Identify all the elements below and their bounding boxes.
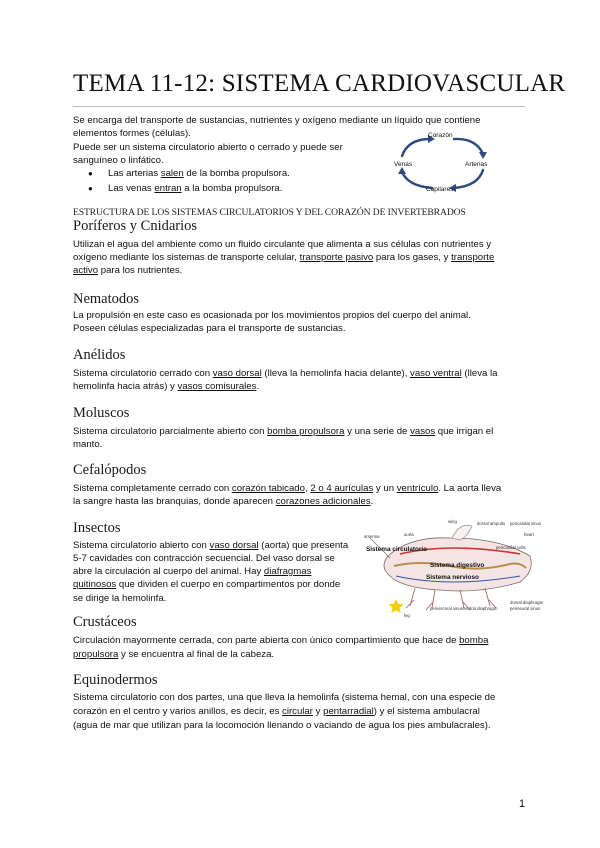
insectos-line-5: se dirige la hemolinfa. [73, 593, 167, 604]
heading-anelidos: Anélidos [73, 347, 126, 363]
heading-insectos: Insectos [73, 520, 121, 536]
label-dorsal-diaphragm: dorsal diaphragm [510, 600, 544, 605]
bullet-arterias: ● Las arterias salen de la bomba propulsora. [88, 166, 290, 181]
arrow-bottom-right [454, 170, 483, 188]
arrow-top-right [454, 139, 483, 154]
title-divider [73, 106, 525, 107]
insectos-line-2: 5-7 cavidades con contracción secuencial. Del vaso dorsal se [73, 553, 335, 564]
poriferos-line-3: activo para los nutrientes. [73, 265, 183, 276]
label-wing: wing [448, 519, 457, 524]
section-heading: ESTRUCTURA DE LOS SISTEMAS CIRCULATORIOS Y DEL CORAZÓN DE INVERTEBRADOS [73, 207, 466, 218]
arrowhead-1 [479, 152, 487, 159]
star-icon [388, 599, 403, 613]
label-sistema-nervioso: Sistema nervioso [426, 574, 479, 581]
label-perineural-sinus: perineural sinus [510, 606, 541, 611]
cycle-label-right: Arterias [465, 161, 488, 168]
equinodermos-line-3: (agua de mar que utilizan para la locomoción llenando o vaciando de agua los pies ambulacrales). [73, 720, 491, 731]
label-antenna: antenna [364, 534, 380, 539]
heading-poriferos: Poríferos y Cnidarios [73, 218, 198, 234]
insectos-line-4: quitinosos que dividen el cuerpo en compartimentos por donde [73, 579, 341, 590]
poriferos-line-2: oxígeno mediante los sistemas de transporte celular, transporte pasivo para los gases, y transporte [73, 252, 495, 263]
bullet-venas: ● Las venas entran a la bomba propulsora. [88, 181, 290, 196]
label-pericardial-sinus: pericardial sinus [510, 521, 542, 526]
arrow-top-left [402, 139, 430, 156]
crustaceos-line-2: propulsora y se encuentra al final de la cabeza. [73, 649, 275, 660]
anelidos-line-1: Sistema circulatorio cerrado con vaso dorsal (lleva la hemolinfa hacia delante), vaso ventral (lleva la [73, 368, 498, 379]
cycle-label-bottom: Capilares [426, 186, 454, 193]
insect-leg-4 [485, 588, 496, 608]
label-dorsal-ampulla: dorsal ampulla [477, 521, 505, 526]
heading-cefalopodos: Cefalópodos [73, 462, 147, 478]
insect-leg-1 [406, 588, 415, 608]
insect-anatomy-figure [360, 516, 544, 618]
page-number: 1 [519, 798, 526, 810]
label-pericardial-cells: pericardial cells [496, 545, 526, 550]
label-heart: heart [524, 532, 534, 537]
heading-crustaceos: Crustáceos [73, 614, 137, 630]
cefalopodos-line-2: la sangre hasta las branquias, donde aparecen corazones adicionales. [73, 496, 374, 507]
circulation-cycle-diagram [388, 130, 498, 198]
moluscos-line-2: manto. [73, 439, 103, 450]
intro-bullets [88, 166, 290, 196]
equinodermos-line-2: corazón en el centro y varios anillos, es decir, es circular y pentarradial) y el sistema ambulacral [73, 706, 480, 717]
label-leg: leg [404, 613, 410, 618]
heading-moluscos: Moluscos [73, 405, 130, 421]
label-perivisceral-sinus: perivisceral sinus [430, 606, 463, 611]
label-ventral-diaphragm: ventral diaphragm [463, 606, 498, 611]
arrowhead-3 [398, 167, 406, 174]
page-title: TEMA 11-12: SISTEMA CARDIOVASCULAR [73, 70, 566, 97]
equinodermos-line-1: Sistema circulatorio con dos partes, una que lleva la hemolinfa (sistema hemal, con una especie de [73, 692, 496, 703]
anelidos-line-2: hemolinfa hacia atrás) y vasos comisurales. [73, 381, 260, 392]
intro-line-1: Se encarga del transporte de sustancias, nutrientes y oxígeno mediante un líquido que contiene [73, 115, 481, 126]
intro-line-2: elementos formes (células). [73, 128, 191, 139]
heading-equinodermos: Equinodermos [73, 672, 158, 688]
heading-nematodos: Nematodos [73, 291, 140, 307]
cycle-label-top: Corazón [428, 132, 453, 139]
nematodos-line-2: Poseen células especializadas para el transporte de sustancias. [73, 323, 346, 334]
insect-wing [452, 525, 472, 540]
insectos-line-3: abre la circulación al cuerpo del animal. Hay diafragmas [73, 566, 312, 577]
intro-line-4: sanguíneo o linfático. [73, 155, 164, 166]
crustaceos-line-1: Circulación mayormente cerrada, con parte abierta con único compartimiento que hace de bomba [73, 635, 489, 646]
cefalopodos-line-1: Sistema completamente cerrado con corazón tabicado, 2 o 4 aurículas y un ventrículo. La aorta lleva [73, 483, 502, 494]
insectos-line-1: Sistema circulatorio abierto con vaso dorsal (aorta) que presenta [73, 540, 349, 551]
label-aorta: aorta [404, 532, 414, 537]
poriferos-line-1: Utilizan el agua del ambiente como un fluido circulante que alimenta a sus células con nutrientes y [73, 239, 492, 250]
cycle-label-left: Venas [394, 161, 413, 168]
label-sistema-digestivo: Sistema digestivo [430, 562, 485, 569]
label-sistema-circulatorio: Sistema circulatorio [366, 546, 428, 553]
intro-line-3: Puede ser un sistema circulatorio abierto o cerrado y puede ser [73, 142, 343, 153]
nematodos-line-1: La propulsión en este caso es ocasionada por los movimientos propios del cuerpo del animal. [73, 310, 471, 321]
moluscos-line-1: Sistema circulatorio parcialmente abierto con bomba propulsora y una serie de vasos que irrigan el [73, 426, 494, 437]
